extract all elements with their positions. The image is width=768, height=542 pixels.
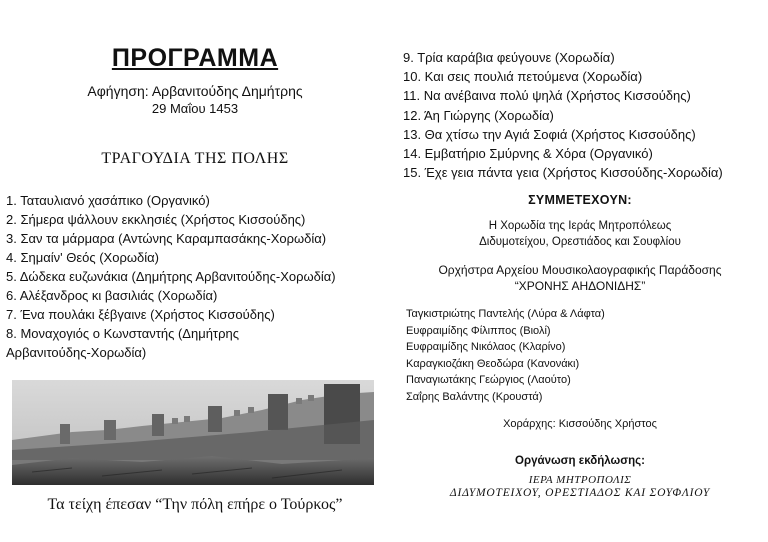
songs-subtitle: ΤΡΑΓΟΥΔΙΑ ΤΗΣ ΠΟΛΗΣ <box>101 150 289 167</box>
choir-line: Η Χορωδία της Ιεράς Μητροπόλεως <box>488 220 672 232</box>
song-item: 15. Έχε γεια πάντα γεια (Χρήστος Κισσούδης-Χορωδία) <box>403 165 723 181</box>
event-date: 29 Μαΐου 1453 <box>151 101 239 116</box>
organization-heading: Οργάνωση εκδήλωσης: <box>515 455 645 467</box>
program-title: ΠΡΟΓΡΑΜΜΑ <box>111 44 279 72</box>
song-item: 7. Ένα πουλάκι ξέβγαινε (Χρήστος Κισσούδης) <box>6 307 275 322</box>
song-list-left <box>6 191 386 362</box>
orchestra-line: “ΧΡΟΝΗΣ ΑΗΔΟΝΙΔΗΣ” <box>514 279 646 293</box>
orchestra-line: Ορχήστρα Αρχείου Μουσικολαογραφικής Παράδοσης <box>438 263 722 277</box>
narration-line: Αφήγηση: Αρβανιτούδης Δημήτρης <box>87 83 303 99</box>
right-column <box>392 0 768 542</box>
musician-item: Παναγιωτάκης Γεώργιος (Λαούτο) <box>406 374 571 387</box>
song-item: 11. Να ανέβαινα πολύ ψηλά (Χρήστος Κισσούδης) <box>403 88 691 104</box>
song-item: 4. Σημαίν' Θεός (Χορωδία) <box>6 250 159 265</box>
musician-item: Ταγκιστριώτης Παντελής (Λύρα & Λάφτα) <box>406 308 605 320</box>
song-item: 1. Ταταυλιανό χασάπικο (Οργανικό) <box>6 193 210 208</box>
musician-item: Ευφραιμίδης Νικόλαος (Κλαρίνο) <box>406 341 566 354</box>
organization-name-line: ΙΕΡΑ ΜΗΤΡΟΠΟΛΙΣ <box>528 474 632 486</box>
song-item: 3. Σαν τα μάρμαρα (Αντώνης Καραμπασάκης-Χορωδία) <box>6 231 327 246</box>
illustration-caption: Τα τείχη έπεσαν “Την πόλη επήρε ο Τούρκος” <box>47 496 343 513</box>
choir-line: Διδυμοτείχου, Ορεστιάδος και Σουφλίου <box>479 236 681 248</box>
song-list-right <box>403 48 768 182</box>
song-item: 13. Θα χτίσω την Αγιά Σοφιά (Χρήστος Κισσούδης) <box>403 126 696 142</box>
musician-list <box>406 306 766 406</box>
song-item: 9. Τρία καράβια φεύγουνε (Χορωδία) <box>403 50 615 65</box>
song-item: 5. Δώδεκα ευζωνάκια (Δημήτρης Αρβανιτούδης-Χορωδία) <box>6 269 336 284</box>
choir-credit <box>392 218 768 250</box>
orchestra-credit <box>392 262 768 294</box>
organization-name-line: ΔΙΔΥΜΟΤΕΙΧΟΥ, ΟΡΕΣΤΙΑΔΟΣ ΚΑΙ ΣΟΥΦΛΙΟΥ <box>449 487 711 499</box>
song-item: 14. Εμβατήριο Σμύρνης & Χόρα (Οργανικό) <box>403 146 653 162</box>
song-item: 6. Αλέξανδρος κι βασιλιάς (Χορωδία) <box>6 288 218 303</box>
musician-item: Ευφραιμίδης Φίλιππος (Βιολί) <box>406 324 551 337</box>
song-item: 2. Σήμερα ψάλλουν εκκλησιές (Χρήστος Κισσούδης) <box>6 212 306 227</box>
musician-item: Σαΐρης Βαλάντης (Κρουστά) <box>406 390 543 403</box>
city-walls-illustration <box>12 380 374 485</box>
song-item: 8. Μοναχογιός ο Κωνσταντής (Δημήτρης Αρβανιτούδης-Χορωδία) <box>6 326 239 360</box>
song-item: 12. Άη Γιώργης (Χορωδία) <box>403 107 554 123</box>
song-item: 10. Και σεις πουλιά πετούμενα (Χορωδία) <box>403 69 643 85</box>
choirmaster-credit: Χοράρχης: Κισσούδης Χρήστος <box>503 418 657 430</box>
musician-item: Καραγκιοζάκη Θεοδώρα (Κανονάκι) <box>406 357 580 370</box>
participants-heading: ΣΥΜΜΕΤΕΧΟΥΝ: <box>528 193 632 207</box>
